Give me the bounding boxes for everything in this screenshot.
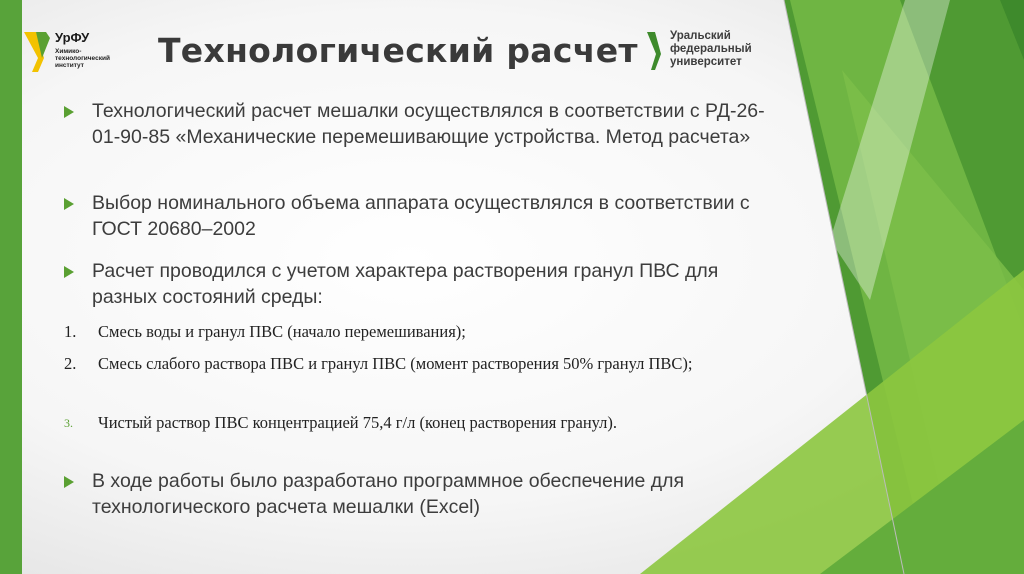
university-name-line1: Уральский	[670, 30, 731, 42]
numbered-item-number: 1.	[64, 322, 77, 341]
bullet-text: Расчет проводился с учетом характера растворения гранул ПВС для разных состояний среды:	[92, 260, 719, 308]
bullet-text: В ходе работы было разработано программное обеспечение для технологического расчета мешалки (Excel)	[92, 470, 685, 518]
numbered-item-text: Чистый раствор ПВС концентрацией 75,4 г/л (конец растворения гранул).	[98, 413, 618, 432]
numbered-item-number: 2.	[64, 354, 77, 373]
slide-title: Технологический расчет	[158, 31, 638, 70]
university-name-line2: федеральный	[670, 43, 752, 55]
bullet-text: Выбор номинального объема аппарата осуществлялся в соответствии с ГОСТ 20680–2002	[92, 192, 750, 240]
university-name	[670, 30, 752, 69]
urfu-mark-icon	[645, 32, 665, 70]
logo-abbr: УрФУ	[55, 30, 90, 45]
numbered-item-text: Смесь воды и гранул ПВС (начало перемешивания);	[98, 322, 466, 341]
bullet-text: Технологический расчет мешалки осуществлялся в соответствии с РД-26-01-90-85 «Механические перемешивающие устройства. Метод расчета»	[92, 100, 765, 148]
logo-institute-name: Химико-технологический институт	[55, 48, 110, 69]
urfu-emblem-icon	[22, 28, 52, 74]
university-name-line3: университет	[670, 56, 742, 68]
urfu-hti-logo	[22, 28, 132, 80]
bullet-arrow-icon	[64, 476, 74, 488]
urfu-university-logo	[645, 28, 795, 76]
numbered-item-text: Смесь слабого раствора ПВС и гранул ПВС (момент растворения 50% гранул ПВС);	[98, 354, 693, 373]
numbered-item-number: 3.	[64, 416, 73, 430]
bullet-arrow-icon	[64, 266, 74, 278]
bullet-arrow-icon	[64, 106, 74, 118]
bullet-arrow-icon	[64, 198, 74, 210]
